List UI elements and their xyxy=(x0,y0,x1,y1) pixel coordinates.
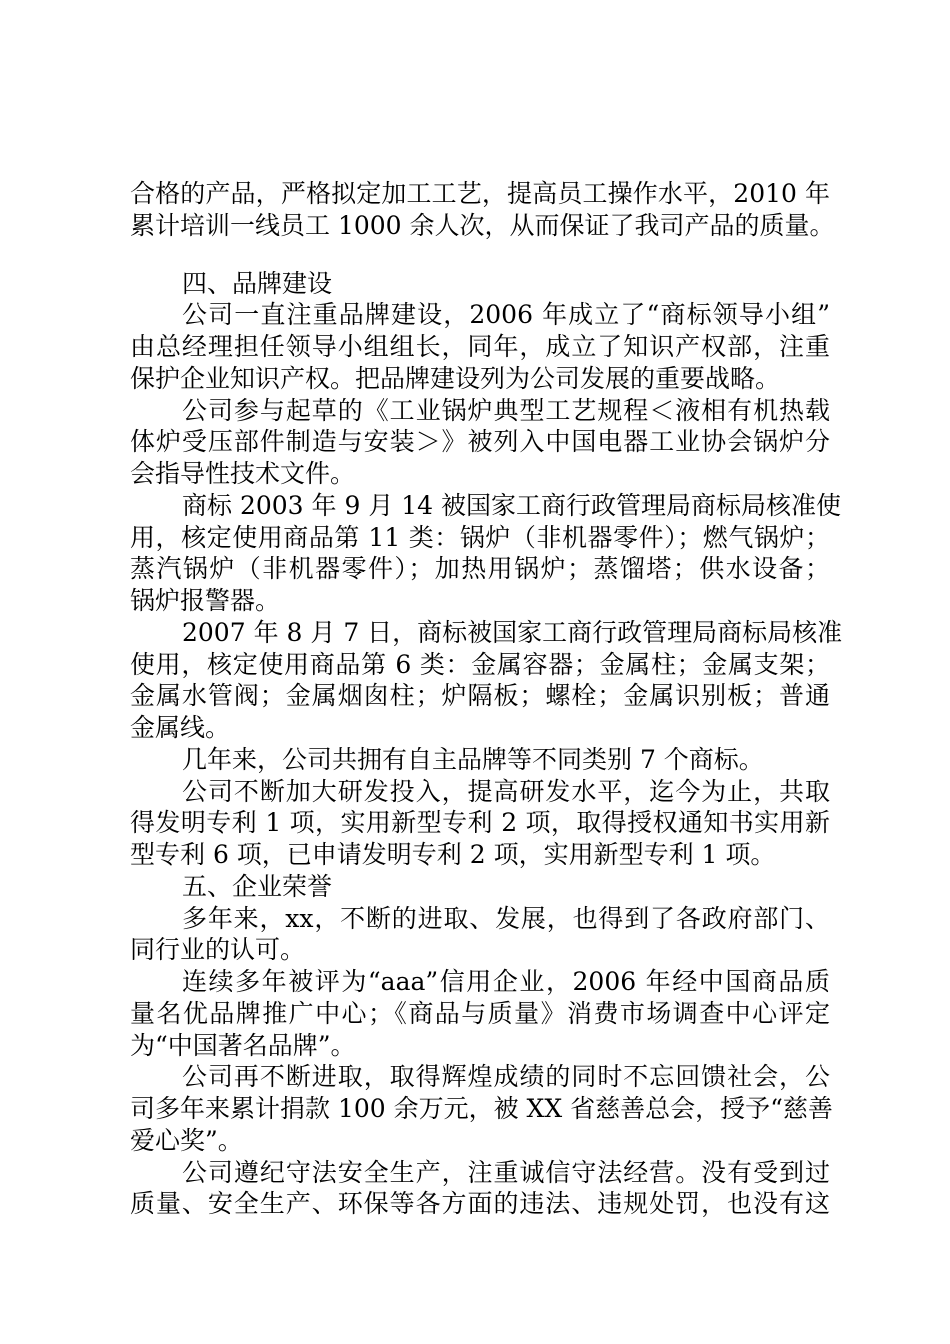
paragraph-line: 用，核定使用商品第 11 类：锅炉（非机器零件）；燃气锅炉； xyxy=(130,523,830,552)
paragraph-line: 累计培训一线员工 1000 余人次，从而保证了我司产品的质量。 xyxy=(130,211,835,240)
paragraph-line: 爱心奖”。 xyxy=(130,1126,243,1155)
section-heading-honors: 五、企业荣誉 xyxy=(182,872,333,901)
paragraph-line: 锅炉报警器。 xyxy=(130,586,281,615)
paragraph-line: 金属线。 xyxy=(130,713,231,742)
paragraph-line: 连续多年被评为“aaa”信用企业，2006 年经中国商品质 xyxy=(182,967,830,996)
section-heading-brand: 四、品牌建设 xyxy=(182,269,333,298)
paragraph-line: 几年来，公司共拥有自主品牌等不同类别 7 个商标。 xyxy=(182,745,764,774)
paragraph-line: 合格的产品，严格拟定加工工艺，提高员工操作水平，2010 年 xyxy=(130,179,830,208)
paragraph-line: 型专利 6 项，已申请发明专利 2 项，实用新型专利 1 项。 xyxy=(130,840,776,869)
paragraph-line: 公司参与起草的《工业锅炉典型工艺规程＜液相有机热载 xyxy=(182,396,830,425)
paragraph-line: 公司再不断进取，取得辉煌成绩的同时不忘回馈社会，公 xyxy=(182,1062,830,1091)
paragraph-line: 蒸汽锅炉（非机器零件）；加热用锅炉；蒸馏塔；供水设备； xyxy=(130,554,830,583)
paragraph-line: 保护企业知识产权。把品牌建设列为公司发展的重要战略。 xyxy=(130,364,781,393)
paragraph-line: 质量、安全生产、环保等各方面的违法、违规处罚，也没有这 xyxy=(130,1189,830,1218)
paragraph-line: 公司不断加大研发投入，提高研发水平，迄今为止，共取 xyxy=(182,777,830,806)
paragraph-line: 2007 年 8 月 7 日，商标被国家工商行政管理局商标局核准 xyxy=(182,618,843,647)
paragraph-line: 金属水管阀；金属烟囱柱；炉隔板；螺栓；金属识别板；普通 xyxy=(130,681,830,710)
paragraph-line: 由总经理担任领导小组组长，同年，成立了知识产权部，注重 xyxy=(130,332,830,361)
paragraph-line: 使用，核定使用商品第 6 类：金属容器；金属柱；金属支架； xyxy=(130,650,830,679)
paragraph-line: 为“中国著名品牌”。 xyxy=(130,1031,356,1060)
paragraph-line: 公司遵纪守法安全生产，注重诚信守法经营。没有受到过 xyxy=(182,1158,830,1187)
paragraph-line: 量名优品牌推广中心；《商品与质量》消费市场调查中心评定 xyxy=(130,999,830,1028)
paragraph-line: 体炉受压部件制造与安装＞》被列入中国电器工业协会锅炉分 xyxy=(130,427,830,456)
paragraph-line: 公司一直注重品牌建设，2006 年成立了“商标领导小组” xyxy=(182,300,830,329)
paragraph-line: 司多年来累计捐款 100 余万元，被 XX 省慈善总会，授予“慈善 xyxy=(130,1094,833,1123)
paragraph-line: 会指导性技术文件。 xyxy=(130,459,356,488)
paragraph-line: 得发明专利 1 项，实用新型专利 2 项，取得授权通知书实用新 xyxy=(130,808,830,837)
paragraph-line: 同行业的认可。 xyxy=(130,935,306,964)
paragraph-line: 多年来，xx，不断的进取、发展，也得到了各政府部门、 xyxy=(182,904,830,933)
paragraph-line: 商标 2003 年 9 月 14 被国家工商行政管理局商标局核准使 xyxy=(182,491,842,520)
